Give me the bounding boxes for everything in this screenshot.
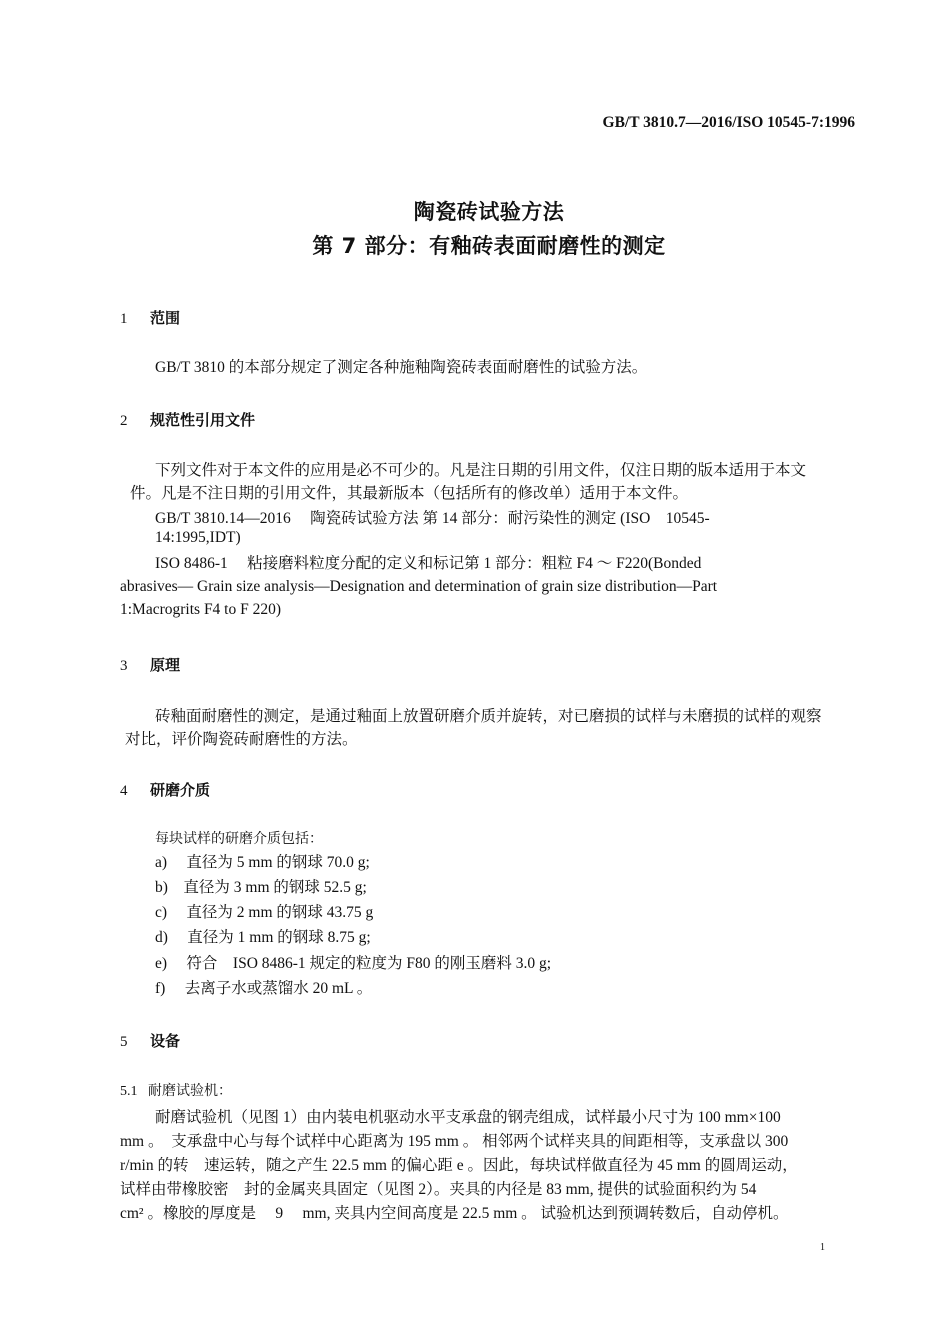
section-2-heading <box>120 409 255 430</box>
section-5-paragraph-line: mm 。 支承盘中心与每个试样中心距离为 195 mm 。 相邻两个试样夹具的间距相等，支承盘以 300 <box>120 1133 789 1150</box>
section-1-paragraph: GB/T 3810 的本部分规定了测定各种施釉陶瓷砖表面耐磨性的试验方法。 <box>155 359 648 376</box>
section-number: 4 <box>120 783 128 799</box>
document-title: 陶瓷砖试验方法 <box>413 200 565 224</box>
normative-reference-2-cont: abrasives— Grain size analysis—Designation and determination of grain size distribution—Part <box>120 578 718 595</box>
list-item: c) 直径为 2 mm 的钢球 43.75 g <box>155 904 374 921</box>
section-3-paragraph-line: 对比，评价陶瓷砖耐磨性的方法。 <box>125 731 358 748</box>
section-title: 规范性引用文件 <box>150 411 256 429</box>
subsection-title: 耐磨试验机： <box>148 1084 232 1099</box>
section-3-paragraph-line: 砖釉面耐磨性的测定，是通过釉面上放置研磨介质并旋转，对已磨损的试样与未磨损的试样的观察 <box>155 708 822 725</box>
normative-reference-2: ISO 8486-1 粘接磨料粒度分配的定义和标记第 1 部分：粗粒 F4 ～ F220(Bonded <box>155 555 702 572</box>
section-5-heading <box>120 1030 180 1051</box>
list-item: f) 去离子水或蒸馏水 20 mL 。 <box>155 980 373 997</box>
normative-reference-2-cont: 1:Macrogrits F4 to F 220) <box>120 601 282 618</box>
section-number: 2 <box>120 413 128 429</box>
list-item: b) 直径为 3 mm 的钢球 52.5 g; <box>155 879 367 896</box>
section-title: 范围 <box>150 309 181 327</box>
section-number: 5 <box>120 1034 128 1050</box>
section-5-paragraph-line: cm² 。橡胶的厚度是 9 mm, 夹具内空间高度是 22.5 mm 。 试验机达到预调转数后，自动停机。 <box>120 1205 789 1222</box>
section-1-heading <box>120 307 180 328</box>
list-item: e) 符合 ISO 8486-1 规定的粒度为 F80 的刚玉磨料 3.0 g; <box>155 955 552 972</box>
grinding-media-intro: 每块试样的研磨介质包括： <box>155 832 323 847</box>
normative-reference-1-cont: 14:1995,IDT) <box>155 529 241 546</box>
section-title: 设备 <box>150 1032 181 1050</box>
section-number: 3 <box>120 658 128 674</box>
normative-reference-1: GB/T 3810.14—2016 陶瓷砖试验方法 第 14 部分：耐污染性的测定 (ISO 10545- <box>155 510 710 527</box>
section-2-paragraph-line: 下列文件对于本文件的应用是必不可少的。凡是注日期的引用文件，仅注日期的版本适用于本文 <box>155 462 807 479</box>
list-item: a) 直径为 5 mm 的钢球 70.0 g; <box>155 854 370 871</box>
section-number: 1 <box>120 311 128 327</box>
section-title: 研磨介质 <box>150 781 211 799</box>
document-subtitle: 第 7 部分：有釉砖表面耐磨性的测定 <box>312 234 666 258</box>
standard-code: GB/T 3810.7—2016/ISO 10545-7:1996 <box>602 114 855 131</box>
section-2-paragraph-line: 件。凡是不注日期的引用文件，其最新版本（包括所有的修改单）适用于本文件。 <box>130 485 689 502</box>
section-4-heading <box>120 779 210 800</box>
subsection-5-1-heading <box>120 1081 232 1103</box>
section-5-paragraph-line: 耐磨试验机（见图 1）由内装电机驱动水平支承盘的钢壳组成，试样最小尺寸为 100 mm×100 <box>155 1109 781 1126</box>
subsection-number: 5.1 <box>120 1084 138 1099</box>
section-5-paragraph-line: 试样由带橡胶密 封的金属夹具固定（见图 2）。夹具的内径是 83 mm, 提供的试验面积约为 54 <box>120 1181 757 1198</box>
section-5-paragraph-line: r/min 的转 速运转，随之产生 22.5 mm 的偏心距 e 。因此，每块试样做直径为 45 mm 的圆周运动， <box>120 1157 798 1174</box>
page-number: 1 <box>820 1242 825 1253</box>
section-3-heading <box>120 654 180 675</box>
section-title: 原理 <box>150 656 181 674</box>
list-item: d) 直径为 1 mm 的钢球 8.75 g; <box>155 929 371 946</box>
